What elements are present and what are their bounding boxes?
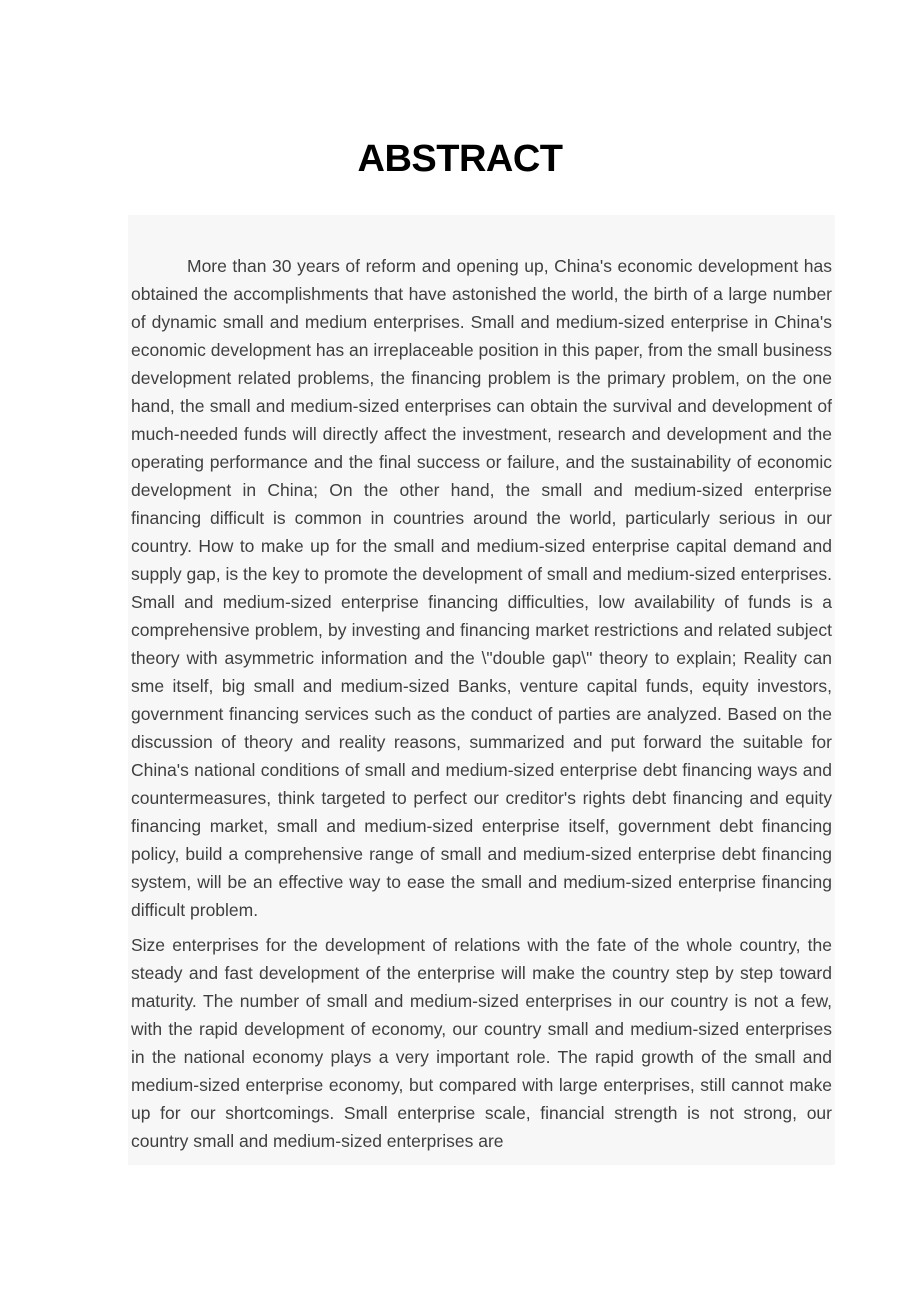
abstract-content-block bbox=[128, 215, 835, 1165]
abstract-paragraph-2: Size enterprises for the development of relations with the fate of the whole country, the steady and fast development of the enterprise will make the country step by step toward maturity. The number of small and medium-sized enterprises in our country is not a few, with the rapid development of economy, our country small and medium-sized enterprises in the national economy plays a very important role. The rapid growth of the small and medium-sized enterprise economy, but compared with large enterprises, still cannot make up for our shortcomings. Small enterprise scale, financial strength is not strong, our country small and medium-sized enterprises are bbox=[131, 935, 832, 1151]
abstract-paragraph-1: More than 30 years of reform and opening up, China's economic development has obtained the accomplishments that have astonished the world, the birth of a large number of dynamic small and medium enterprises. Small and medium-sized enterprise in China's economic development has an irreplaceable position in this paper, from the small business development related problems, the financing problem is the primary problem, on the one hand, the small and medium-sized enterprises can obtain the survival and development of much-needed funds will directly affect the investment, research and development and the operating performance and the final success or failure, and the sustainability of economic development in China; On the other hand, the small and medium-sized enterprise financing difficult is common in countries around the world, particularly serious in our country. How to make up for the small and medium-sized enterprise capital demand and supply gap, is the key to promote the development of small and medium-sized enterprises. Small and medium-sized enterprise financing difficulties, low availability of funds is a comprehensive problem, by investing and financing market restrictions and related subject theory with asymmetric information and the \"double gap\" theory to explain; Reality can sme itself, big small and medium-sized Banks, venture capital funds, equity investors, government financing services such as the conduct of parties are analyzed. Based on the discussion of theory and reality reasons, summarized and put forward the suitable for China's national conditions of small and medium-sized enterprise debt financing ways and countermeasures, think targeted to perfect our creditor's rights debt financing and equity financing market, small and medium-sized enterprise itself, government debt financing policy, build a comprehensive range of small and medium-sized enterprise debt financing system, will be an effective way to ease the small and medium-sized enterprise financing difficult problem. bbox=[131, 256, 832, 920]
page-title: ABSTRACT bbox=[357, 138, 563, 180]
